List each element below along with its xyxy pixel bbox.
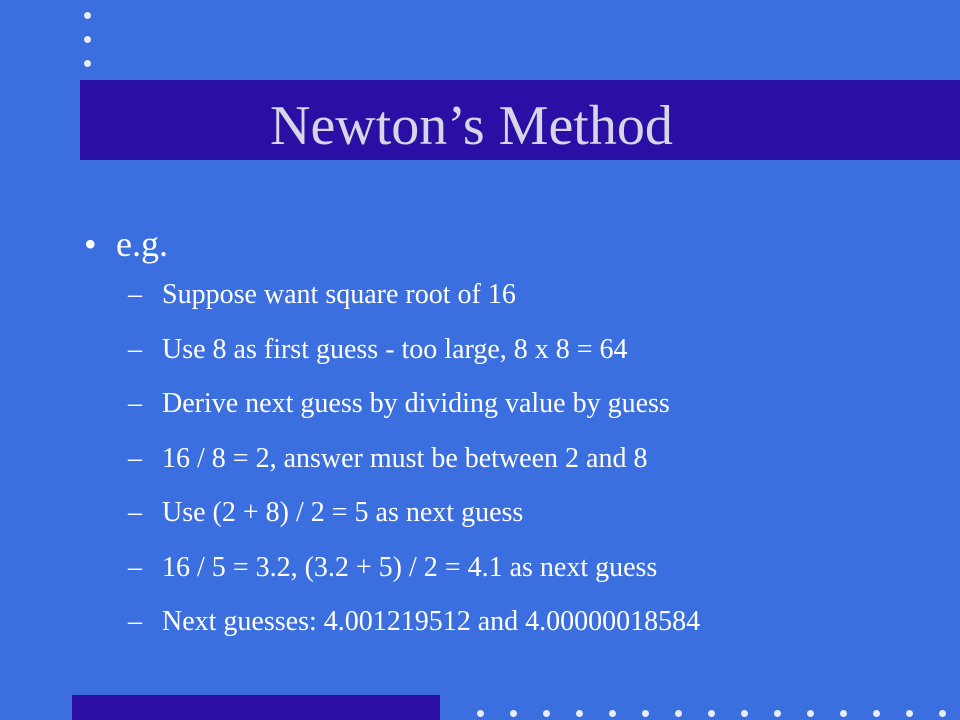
dash-marker: –	[128, 388, 142, 419]
decor-dot	[741, 710, 748, 717]
slide-title: Newton’s Method	[270, 95, 673, 157]
sub-bullet-item	[128, 333, 700, 388]
decor-dot	[774, 710, 781, 717]
bullet-marker: •	[84, 224, 97, 264]
decor-dot	[609, 710, 616, 717]
decor-dot	[84, 12, 91, 19]
bullet-text: e.g.	[116, 224, 168, 264]
main-bullet	[84, 222, 168, 266]
decor-dot	[708, 710, 715, 717]
sub-bullet-text: Derive next guess by dividing value by guess	[162, 388, 670, 419]
sub-bullet-text: 16 / 8 = 2, answer must be between 2 and 8	[162, 442, 648, 474]
decor-dot	[873, 710, 880, 717]
decor-dot	[84, 36, 91, 43]
sub-bullet-item	[128, 442, 700, 497]
dash-marker: –	[128, 606, 142, 637]
decor-dot	[840, 710, 847, 717]
sub-bullet-item	[128, 551, 700, 606]
sub-bullet-item	[128, 387, 700, 442]
dash-marker: –	[128, 497, 142, 528]
dash-marker: –	[128, 442, 142, 474]
dash-marker: –	[128, 551, 142, 583]
sub-bullet-text: Suppose want square root of 16	[162, 279, 516, 310]
decor-dot	[642, 710, 649, 717]
decor-dot	[84, 60, 91, 67]
dash-marker: –	[128, 279, 142, 310]
sub-bullet-text: 16 / 5 = 3.2, (3.2 + 5) / 2 = 4.1 as next guess	[162, 551, 658, 583]
sub-bullet-text: Next guesses: 4.001219512 and 4.00000018584	[162, 606, 701, 637]
decor-dot	[543, 710, 550, 717]
decor-dot	[675, 710, 682, 717]
decor-dot	[906, 710, 913, 717]
sub-bullet-item	[128, 605, 700, 660]
bottom-bar	[72, 695, 440, 720]
decor-dot	[807, 710, 814, 717]
sub-bullet-text: Use (2 + 8) / 2 = 5 as next guess	[162, 497, 524, 528]
sub-bullet-list	[128, 278, 700, 660]
decor-dot	[477, 710, 484, 717]
decor-dot	[510, 710, 517, 717]
sub-bullet-item	[128, 496, 700, 551]
sub-bullet-item	[128, 278, 700, 333]
decor-dot	[939, 710, 946, 717]
dash-marker: –	[128, 333, 142, 365]
decor-dot	[576, 710, 583, 717]
sub-bullet-text: Use 8 as first guess - too large, 8 x 8 = 64	[162, 333, 628, 365]
